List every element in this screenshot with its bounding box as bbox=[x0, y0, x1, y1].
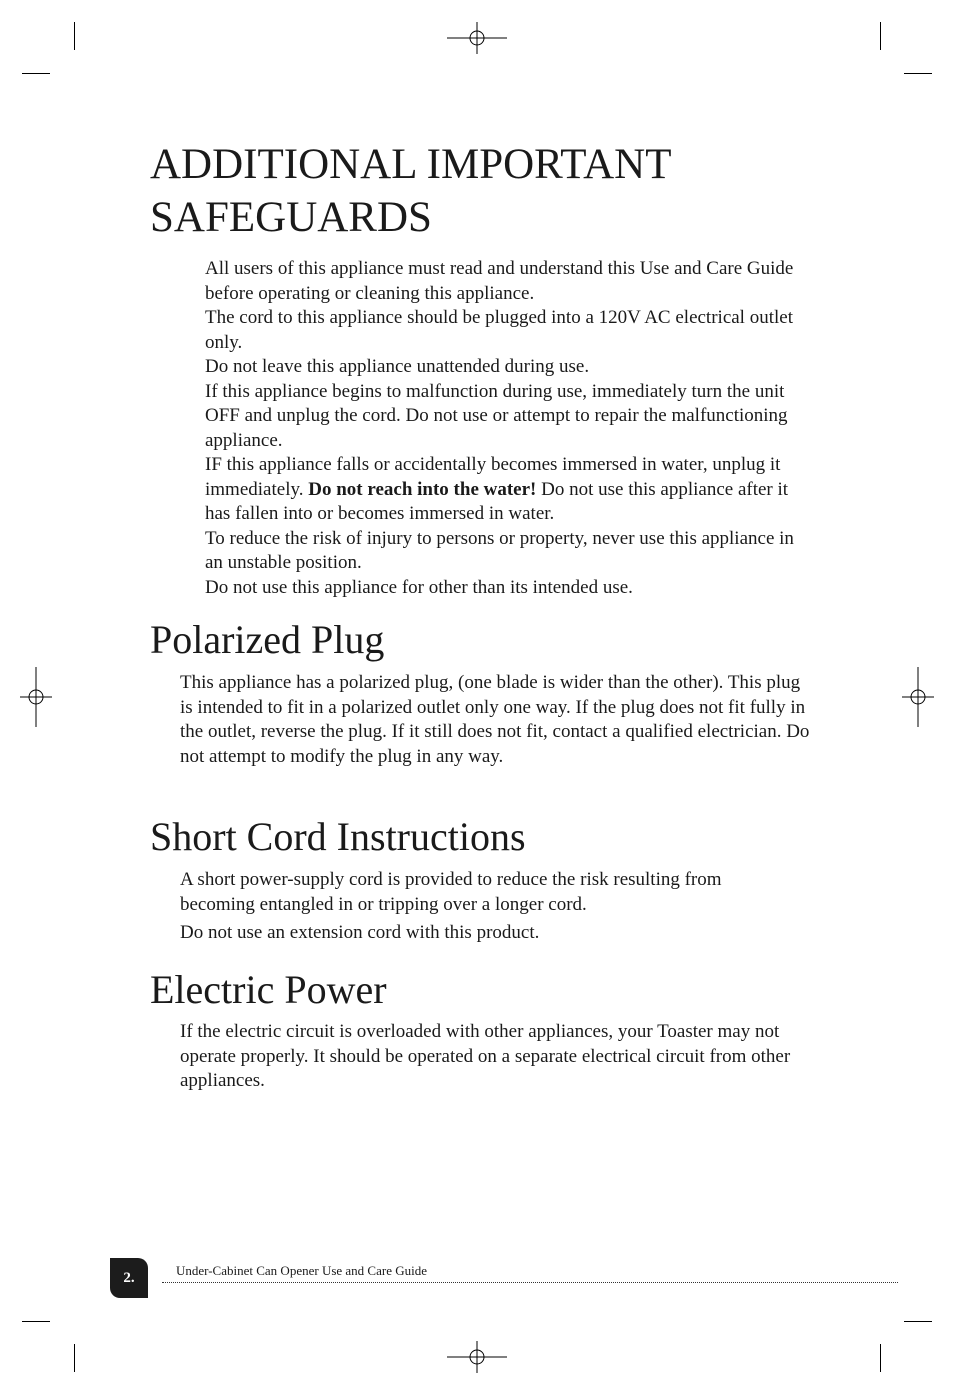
list-item: Do not leave this appliance unattended during use. bbox=[205, 356, 590, 377]
section-heading-electric-power: Electric Power bbox=[150, 967, 387, 1012]
short-cord-text: A short power-supply cord is provided to reduce the risk resulting from becoming entangled in or tripping over a longer cord. bbox=[180, 869, 722, 915]
warning-text: Do not reach into the water! bbox=[308, 478, 537, 500]
crop-mark bbox=[880, 1344, 881, 1372]
footer-dotted-rule bbox=[162, 1282, 898, 1283]
crop-mark bbox=[904, 73, 932, 74]
crop-mark bbox=[74, 22, 75, 50]
polarized-plug-text: This appliance has a polarized plug, (one blade is wider than the other). This plug is intended to fit in a polarized outlet only one way. If the plug does not fit fully in the outlet, reverse the plug. If it still does not fit, contact a qualified electrician. Do not attempt to modify the plug in any way. bbox=[180, 672, 810, 767]
registration-mark-icon bbox=[447, 1327, 507, 1387]
crop-mark bbox=[74, 1344, 75, 1372]
list-item: To reduce the risk of injury to persons or property, never use this appliance in an unstable position. bbox=[205, 527, 794, 573]
section-heading-polarized-plug: Polarized Plug bbox=[150, 617, 385, 662]
list-item-text: IF this appliance falls or accidentally becomes immersed in water, unplug it immediately. bbox=[205, 454, 781, 500]
crop-mark bbox=[22, 1321, 50, 1322]
electric-power-text: If the electric circuit is overloaded with other appliances, your Toaster may not operate properly. It should be operated on a separate electrical circuit from other appliances. bbox=[180, 1021, 791, 1091]
page-number-badge: 2. bbox=[110, 1258, 148, 1298]
list-item bbox=[205, 453, 815, 527]
list-item-text: Do not use this appliance after it has fallen into or becomes immersed in water. bbox=[205, 478, 789, 524]
safeguards-list bbox=[205, 257, 815, 600]
crop-mark bbox=[22, 73, 50, 74]
short-cord-extension-text: Do not use an extension cord with this product. bbox=[180, 922, 540, 943]
page-title: ADDITIONAL IMPORTANT SAFEGUARDS bbox=[150, 141, 671, 241]
registration-mark-icon bbox=[447, 8, 507, 68]
section-heading-short-cord: Short Cord Instructions bbox=[150, 814, 526, 859]
registration-mark-icon bbox=[888, 667, 948, 727]
list-item: Do not use this appliance for other than its intended use. bbox=[205, 576, 633, 598]
crop-mark bbox=[880, 22, 881, 50]
list-item: All users of this appliance must read and understand this Use and Care Guide before operating or cleaning this appliance. bbox=[205, 258, 794, 304]
list-item: The cord to this appliance should be plugged into a 120V AC electrical outlet only. bbox=[205, 307, 793, 353]
list-item: If this appliance begins to malfunction during use, immediately turn the unit OFF and unplug the cord. Do not use or attempt to repair the malfunctioning appliance. bbox=[205, 380, 788, 451]
registration-mark-icon bbox=[6, 667, 66, 727]
footer-guide-title: Under-Cabinet Can Opener Use and Care Guide bbox=[176, 1263, 427, 1278]
crop-mark bbox=[904, 1321, 932, 1322]
